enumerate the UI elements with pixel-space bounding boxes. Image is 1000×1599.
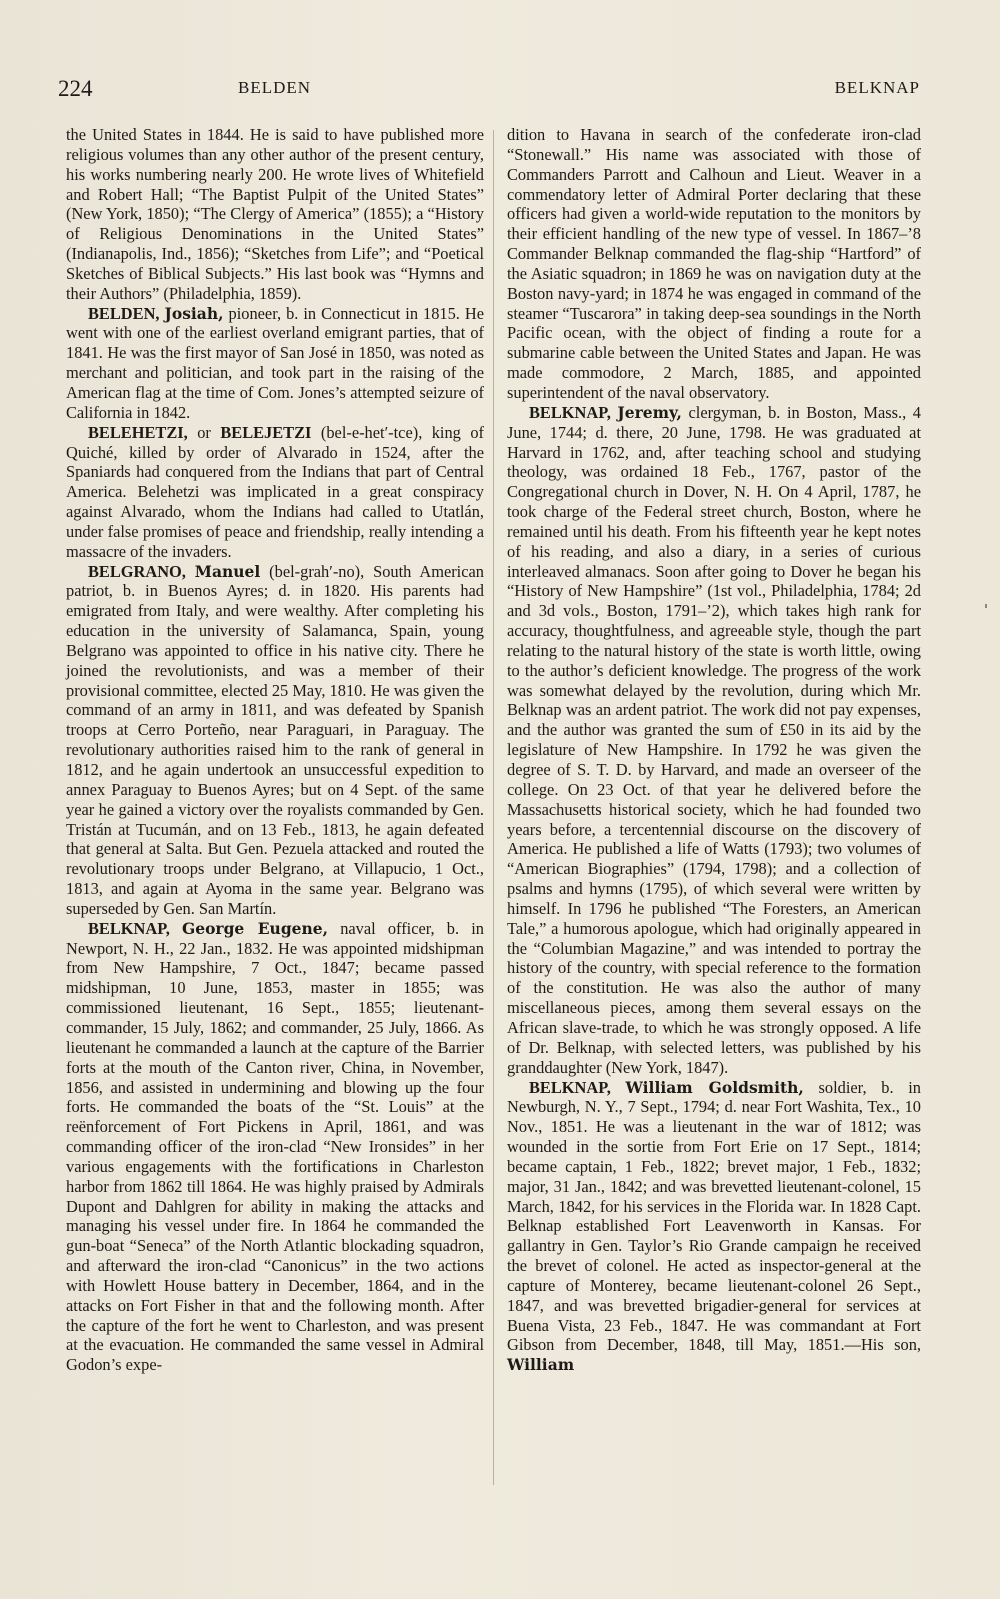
entry-belknap-george-eugene [66,919,484,1375]
entry-continuation-name: William [507,1355,575,1375]
entry-belgrano-manuel [66,562,484,919]
entry-headword: BELKNAP, [88,918,170,938]
entry-text: pioneer, b. in Connecticut in 1815. He went with one of the earliest overland emigrant parties, that of 1841. He was the first mayor of San José in 1850, was noted as merchant and politician, and took part in the raising of the American flag at the time of Com. Jones’s attempted seizure of California in 1842. [66,303,484,422]
continued-paragraph: dition to Havana in search of the confederate iron-clad “Stonewall.” His name was associated with those of Commanders Parrott and Calhoun and Lieut. Weaver in a commendatory letter of Admiral Porter declaring that these officers had given a world-wide reputation to the monitors by their efficient handling of the new type of vessel. In 1867–’8 Commander Belknap commanded the flag-ship “Hartford” of the Asiatic squadron; in 1869 he was on navigation duty at the Boston navy-yard; in 1874 he was engaged in command of the steamer “Tuscarora” in taking deep-sea soundings in the North Pacific ocean, with the object of finding a route for a submarine cable between the United States and Japan. He was made commodore, 2 March, 1885, and appointed superintendent of the naval observatory. [507,125,921,402]
entry-belknap-william-goldsmith [507,1078,921,1376]
entry-text: (bel-grah′-no), South American patriot, b. in Buenos Ayres; d. in 1820. His parents had emigrated from Italy, and were wealthy. After completing his education in the university of Salamanca, Spain, young Belgrano was appointed to office in his native city. There he joined the revolutionists, and was a member of their provisional committee, elected 25 May, 1810. He was given the command of an army in 1811, and was defeated by Spanish troops at Cerro Porteño, near Paraguari, in Paraguay. The revolutionary authorities raised him to the rank of general in 1812, and he again undertook an unsuccessful expedition to annex Paraguay to Buenos Ayres; but on 4 Sept. of the same year he gained a victory over the royalists commanded by Gen. Tristán at Tucumán, and on 13 Feb., 1813, he again defeated that general at Salta. But Gen. Pezuela attacked and routed the revolutionary troops under Belgrano, at Villapucio, 1 Oct., 1813, and again at Ayoma in the same year. Belgrano was superseded by Gen. San Martín. [66,561,484,918]
entry-given-name: William Goldsmith, [625,1077,804,1097]
entry-text: naval officer, b. in Newport, N. H., 22 Jan., 1832. He was appointed midshipman from New Hampshire, 7 Oct., 1847; became passed midshipman, 10 June, 1853, master in 1855; was commissioned lieutenant, 16 Sept., 1855; lieutenant-commander, 15 July, 1862; and commander, 25 July, 1866. As lieutenant he commanded a launch at the capture of the Barrier forts at the mouth of the Canton river, China, in November, 1856, and assisted in undermining and blowing up the four forts. He commanded the boats of the “St. Louis” at the reënforcement of Fort Pickens in April, 1861, and was commanding officer of the iron-clad “New Ironsides” in her various engagements with the fortifications in Charleston harbor from 1862 till 1864. He was highly praised by Admirals Dupont and Dahlgren for ability in making the attacks and managing his vessel under fire. In 1864 he commanded the gun-boat “Seneca” of the North Atlantic blockading squadron, and afterward the iron-clad “Canonicus” in the two actions with Howlett House battery in December, 1864, and in the attacks on Fort Fisher in that and the following month. After the capture of the fort he went to Charleston, and was present at the evacuation. He commanded the same vessel in Admiral Godon’s expe- [66,918,484,1375]
entry-belden-josiah [66,304,484,423]
right-column [507,125,921,1375]
entry-belehetzi [66,423,484,562]
entry-belknap-jeremy [507,403,921,1078]
column-divider [493,130,494,1485]
margin-mark [985,604,987,608]
entry-headword-alt: BELEJETZI [220,422,312,442]
page-header [58,76,930,106]
entry-given-name: George Eugene, [181,918,329,938]
entry-connector: or [187,422,221,442]
entry-text: (bel-e-het′-tce), king of Quiché, killed by order of Alvarado in 1524, after the Spaniards had conquered from the Indians that part of Central America. Belehetzi was implicated in a great conspiracy against Alvarado, whom the Indians had called to Utatlán, under false promises of peace and friendship, really intending a massacre of the invaders. [66,422,484,561]
left-column [66,125,484,1375]
entry-given-name: Jeremy, [617,402,682,422]
entry-headword: BELKNAP, [529,402,611,422]
continued-paragraph: the United States in 1844. He is said to have published more religious volumes than any other author of the present century, his works numbering nearly 200. He wrote lives of Whitefield and Robert Hall; “The Baptist Pulpit of the United States” (New York, 1850); “The Clergy of America” (1855); a “History of Religious Denominations in the United States” (Indianapolis, Ind., 1856); “Sketches from Life”; and “Poetical Sketches of Biblical Subjects.” His last book was “Hymns and their Authors” (Philadelphia, 1859). [66,125,484,303]
entry-given-name: Josiah, [164,303,224,323]
entry-text: soldier, b. in Newburgh, N. Y., 7 Sept., 1794; d. near Fort Washita, Tex., 10 Nov., 1851. He was a lieutenant in the war of 1812; was wounded in the sortie from Fort Erie on 17 Sept., 1814; became captain, 1 Feb., 1822; brevet major, 1 Feb., 1832; major, 31 Jan., 1842; and was brevetted lieutenant-colonel, 15 March, 1842, for his services in the Florida war. In 1828 Capt. Belknap established Fort Leavenworth in Kansas. For gallantry in Gen. Taylor’s Rio Grande campaign he received the brevet of colonel. He acted as inspector-general at the capture of Monterey, became lieutenant-colonel 26 Sept., 1847, and was brevetted brigadier-general for services at Buena Vista, 23 Feb., 1847. He was commandant at Fort Gibson from December, 1848, till May, 1851.—His son, [507,1077,921,1355]
entry-headword: BELGRANO, [88,561,186,581]
entry-text: clergyman, b. in Boston, Mass., 4 June, 1744; d. there, 20 June, 1798. He was graduated at Harvard in 1762, and, after teaching school and studying theology, was ordained 18 Feb., 1767, pastor of the Congregational church in Dover, N. H. On 4 April, 1787, he took charge of the Federal street church, Boston, where he remained until his death. From his fifteenth year he kept notes of his reading, and also a diary, in a series of curious interleaved almanacs. Soon after going to Dover he began his “History of New Hampshire” (1st vol., Philadelphia, 1784; 2d and 3d vols., Boston, 1791–’2), which takes high rank for accuracy, thoughtfulness, and agreeable style, though the part relating to the natural history of the state is worth little, owing to the author’s deficient knowledge. The progress of the work was somewhat delayed by the revolution, during which Mr. Belknap was an ardent patriot. The work did not pay expenses, and the author was granted the sum of £50 in its aid by the legislature of New Hampshire. In 1792 he was given the degree of S. T. D. by Harvard, and made an overseer of the college. On 23 Oct. of that year he delivered before the Massachusetts historical society, which he had founded two years before, a tercentennial discourse on the discovery of America. He published a life of Watts (1793); two volumes of “American Biographies” (1794, 1798); and a collection of psalms and hymns (1795), of which several were written by himself. In 1796 he published “The Foresters, an American Tale,” a humorous apologue, which had originally appeared in the “Columbian Magazine,” and was intended to portray the history of the country, with special reference to the formation of the constitution. He was also the author of many miscellaneous pieces, among them several essays on the African slave-trade, to which he was strongly opposed. A life of Dr. Belknap, with selected letters, was published by his granddaughter (New York, 1847). [507,402,921,1077]
page-number: 224 [58,76,93,101]
entry-headword: BELKNAP, [529,1077,611,1097]
running-head-left: BELDEN [238,78,312,97]
entry-given-name: Manuel [194,561,261,581]
entry-headword: BELDEN, [88,303,160,323]
entry-headword: BELEHETZI, [88,422,188,442]
running-head-right: BELKNAP [834,78,920,97]
